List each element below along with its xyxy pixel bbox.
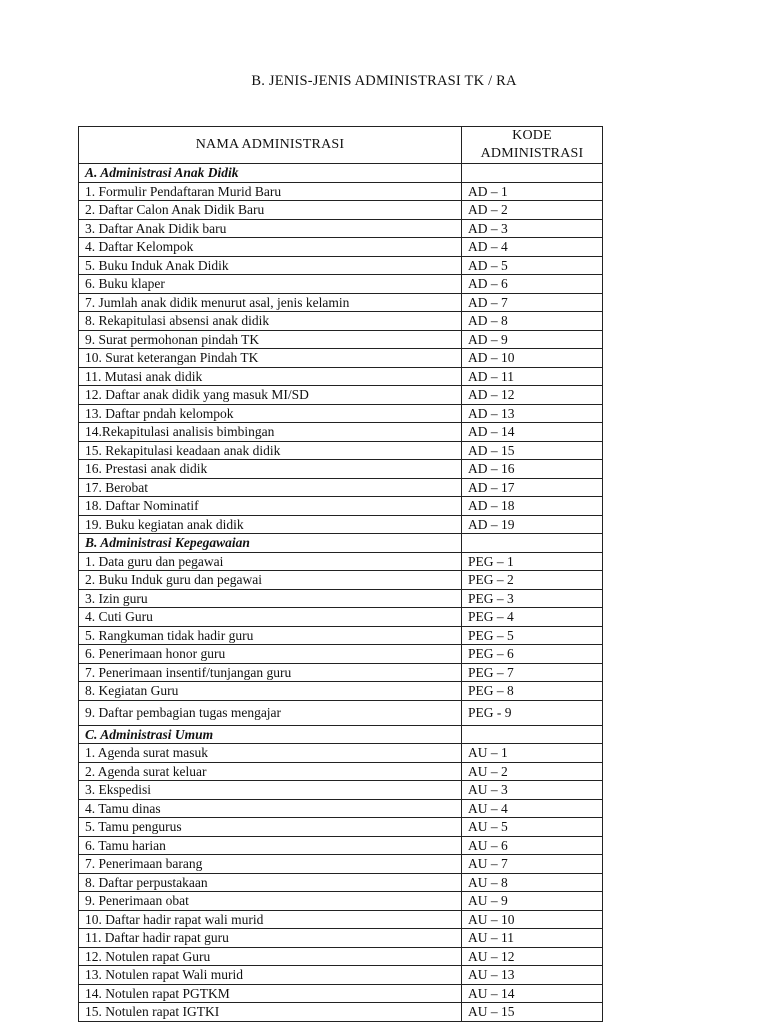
administration-name: 13. Notulen rapat Wali murid [79, 966, 462, 985]
administration-name: 14. Notulen rapat PGTKM [79, 984, 462, 1003]
administration-name: 3. Izin guru [79, 589, 462, 608]
administration-code: PEG – 5 [462, 626, 603, 645]
administration-code: AU – 13 [462, 966, 603, 985]
administration-code: AD – 6 [462, 275, 603, 294]
section-title: B. Administrasi Kepegawaian [79, 534, 462, 553]
header-code [462, 127, 603, 164]
administration-code: PEG – 1 [462, 552, 603, 571]
administration-name: 2. Buku Induk guru dan pegawai [79, 571, 462, 590]
administration-code: AD – 10 [462, 349, 603, 368]
administration-code: AD – 12 [462, 386, 603, 405]
administration-name: 2. Daftar Calon Anak Didik Baru [79, 201, 462, 220]
table-row [79, 330, 603, 349]
administration-code: AD – 4 [462, 238, 603, 257]
administration-table [78, 126, 603, 1022]
administration-name: 9. Penerimaan obat [79, 892, 462, 911]
header-code-line2: ADMINISTRASI [480, 146, 584, 161]
table-row [79, 947, 603, 966]
administration-name: 11. Mutasi anak didik [79, 367, 462, 386]
section-title: C. Administrasi Umum [79, 725, 462, 744]
table-row [79, 836, 603, 855]
administration-code: AD – 5 [462, 256, 603, 275]
table-body [79, 164, 603, 1022]
administration-name: 9. Surat permohonan pindah TK [79, 330, 462, 349]
administration-code: PEG - 9 [462, 700, 603, 725]
section-row [79, 725, 603, 744]
table-row [79, 682, 603, 701]
administration-code: AU – 5 [462, 818, 603, 837]
document-title: B. JENIS-JENIS ADMINISTRASI TK / RA [251, 73, 517, 89]
table-row [79, 349, 603, 368]
administration-code: AU – 12 [462, 947, 603, 966]
table-row [79, 781, 603, 800]
table-row [79, 386, 603, 405]
administration-code: AD – 19 [462, 515, 603, 534]
administration-name: 19. Buku kegiatan anak didik [79, 515, 462, 534]
table-row [79, 478, 603, 497]
administration-name: 12. Daftar anak didik yang masuk MI/SD [79, 386, 462, 405]
table-row [79, 275, 603, 294]
administration-code: AD – 16 [462, 460, 603, 479]
administration-name: 3. Daftar Anak Didik baru [79, 219, 462, 238]
table-row [79, 441, 603, 460]
table-row [79, 460, 603, 479]
administration-name: 1. Data guru dan pegawai [79, 552, 462, 571]
section-code-empty [462, 164, 603, 183]
administration-name: 12. Notulen rapat Guru [79, 947, 462, 966]
administration-code: AU – 2 [462, 762, 603, 781]
table-row [79, 762, 603, 781]
table-row [79, 552, 603, 571]
section-row [79, 164, 603, 183]
administration-code: AD – 15 [462, 441, 603, 460]
administration-name: 4. Cuti Guru [79, 608, 462, 627]
section-title: A. Administrasi Anak Didik [79, 164, 462, 183]
administration-code: AD – 14 [462, 423, 603, 442]
table-row [79, 219, 603, 238]
table-row [79, 497, 603, 516]
administration-name: 14.Rekapitulasi analisis bimbingan [79, 423, 462, 442]
administration-code: AD – 11 [462, 367, 603, 386]
administration-name: 9. Daftar pembagian tugas mengajar [79, 700, 462, 725]
administration-name: 7. Penerimaan barang [79, 855, 462, 874]
table-row [79, 367, 603, 386]
table-row [79, 293, 603, 312]
table-row [79, 608, 603, 627]
administration-code: AD – 9 [462, 330, 603, 349]
administration-code: AU – 3 [462, 781, 603, 800]
table-row [79, 663, 603, 682]
table-row [79, 182, 603, 201]
administration-name: 10. Surat keterangan Pindah TK [79, 349, 462, 368]
administration-code: AU – 7 [462, 855, 603, 874]
administration-code: AU – 11 [462, 929, 603, 948]
section-row [79, 534, 603, 553]
table-row [79, 423, 603, 442]
administration-name: 5. Rangkuman tidak hadir guru [79, 626, 462, 645]
administration-name: 2. Agenda surat keluar [79, 762, 462, 781]
administration-name: 6. Penerimaan honor guru [79, 645, 462, 664]
administration-code: AU – 8 [462, 873, 603, 892]
administration-code: AD – 17 [462, 478, 603, 497]
administration-code: PEG – 6 [462, 645, 603, 664]
administration-name: 1. Formulir Pendaftaran Murid Baru [79, 182, 462, 201]
administration-name: 6. Tamu harian [79, 836, 462, 855]
administration-name: 7. Penerimaan insentif/tunjangan guru [79, 663, 462, 682]
administration-code: AU – 10 [462, 910, 603, 929]
administration-name: 16. Prestasi anak didik [79, 460, 462, 479]
table-row [79, 929, 603, 948]
administration-name: 8. Kegiatan Guru [79, 682, 462, 701]
administration-code: AD – 8 [462, 312, 603, 331]
administration-name: 15. Notulen rapat IGTKI [79, 1003, 462, 1022]
table-row [79, 984, 603, 1003]
table-row [79, 404, 603, 423]
table-row [79, 312, 603, 331]
table-row [79, 744, 603, 763]
administration-code: AU – 14 [462, 984, 603, 1003]
administration-code: AD – 1 [462, 182, 603, 201]
table-row [79, 626, 603, 645]
table-row [79, 873, 603, 892]
administration-code: AU – 9 [462, 892, 603, 911]
administration-code: AU – 4 [462, 799, 603, 818]
table-row [79, 892, 603, 911]
administration-name: 3. Ekspedisi [79, 781, 462, 800]
administration-name: 15. Rekapitulasi keadaan anak didik [79, 441, 462, 460]
header-name: NAMA ADMINISTRASI [79, 127, 462, 164]
table-row [79, 799, 603, 818]
table-row [79, 589, 603, 608]
administration-name: 8. Daftar perpustakaan [79, 873, 462, 892]
administration-name: 4. Tamu dinas [79, 799, 462, 818]
administration-name: 11. Daftar hadir rapat guru [79, 929, 462, 948]
administration-code: AD – 13 [462, 404, 603, 423]
administration-name: 5. Buku Induk Anak Didik [79, 256, 462, 275]
administration-code: PEG – 8 [462, 682, 603, 701]
administration-name: 1. Agenda surat masuk [79, 744, 462, 763]
administration-name: 13. Daftar pndah kelompok [79, 404, 462, 423]
table-row [79, 201, 603, 220]
administration-name: 4. Daftar Kelompok [79, 238, 462, 257]
table-row [79, 855, 603, 874]
table-row [79, 571, 603, 590]
administration-code: AD – 3 [462, 219, 603, 238]
administration-code: PEG – 3 [462, 589, 603, 608]
administration-name: 17. Berobat [79, 478, 462, 497]
administration-name: 10. Daftar hadir rapat wali murid [79, 910, 462, 929]
administration-code: PEG – 7 [462, 663, 603, 682]
administration-code: AD – 18 [462, 497, 603, 516]
administration-code: AU – 6 [462, 836, 603, 855]
table-row [79, 645, 603, 664]
administration-name: 18. Daftar Nominatif [79, 497, 462, 516]
section-code-empty [462, 534, 603, 553]
administration-name: 7. Jumlah anak didik menurut asal, jenis kelamin [79, 293, 462, 312]
table-row [79, 256, 603, 275]
table-row [79, 818, 603, 837]
table-row [79, 238, 603, 257]
administration-name: 6. Buku klaper [79, 275, 462, 294]
header-code-line1: KODE [512, 128, 552, 143]
table-row [79, 910, 603, 929]
table-row [79, 966, 603, 985]
administration-code: AU – 15 [462, 1003, 603, 1022]
administration-code: PEG – 2 [462, 571, 603, 590]
administration-code: AD – 7 [462, 293, 603, 312]
administration-code: PEG – 4 [462, 608, 603, 627]
table-row [79, 700, 603, 725]
section-code-empty [462, 725, 603, 744]
table-header-row [79, 127, 603, 164]
administration-name: 5. Tamu pengurus [79, 818, 462, 837]
administration-name: 8. Rekapitulasi absensi anak didik [79, 312, 462, 331]
table-row [79, 1003, 603, 1022]
administration-code: AU – 1 [462, 744, 603, 763]
administration-code: AD – 2 [462, 201, 603, 220]
table-row [79, 515, 603, 534]
